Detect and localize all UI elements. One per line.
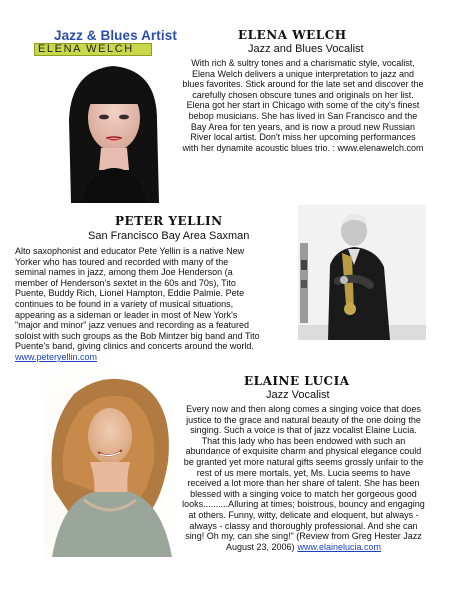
elaine-lucia-link[interactable]: www.elainelucia.com [297,541,382,552]
peter-yellin-photo [298,205,426,340]
artist-logo [34,28,178,58]
artist-bio-elena: With rich & sultry tones and a charismatic style, vocalist, Elena Welch delivers a unique interpretation to jazz and blues favorites. Stick around for the late set and discover the carefully chosen obscure tunes and originals on her list. Elena got her start in Chicago with some of the city's finest bebop musicians. She has lived in San Francisco and the Bay Area for ten years, and is now a proud new Russian River local artist. Don't miss her upcoming performances with her dynamite acoustic blues trio. : www.elenawelch.com [182,58,424,153]
elena-welch-photo [61,60,164,203]
elaine-lucia-photo [44,370,177,557]
artist-subtitle-elena: Jazz and Blues Vocalist [248,43,364,55]
artist-subtitle-elaine: Jazz Vocalist [266,389,330,401]
artist-name-elena: ELENA WELCH [238,28,347,42]
artist-name-peter: PETER YELLIN [115,214,223,228]
artist-name-elaine: ELAINE LUCIA [244,374,350,388]
logo-title: Jazz & Blues Artist [54,28,177,43]
artist-subtitle-peter: San Francisco Bay Area Saxman [88,230,250,242]
peter-yellin-link[interactable]: www.peteryellin.com [15,351,98,362]
artist-bio-peter: Alto saxophonist and educator Pete Yellin is a native New Yorker who has toured and recorded with many of the seminal names in jazz, among them Joe Henderson (a member of Henderson's sextet in the 60s and 70s), Tito Puente, Buddy Rich, Lionel Hampton, Eddie Palmie. Pete continues to be found in a variety of musical situations, appearing as a sideman or leader in most of New York's "major and minor" jazz venues and recording as a featured soloist with such groups as the Bob Mintzer big band and Tito Puente's band, giving clinics and concerts around the world. www.peteryellin.com [15,246,260,362]
logo-subtitle: ELENA WELCH [38,43,134,55]
artist-bio-elaine: Every now and then along comes a singing voice that does justice to the grace and natural beauty of the one doing the singing. Such a voice is that of jazz vocalist Elaine Lucia. That this lady who has been endowed with such an abundance of exquisite charm and physical elegance could be granted yet more natural gifts seems grossly unfair to the rest of us mere mortals, yet, Ms. Lucia seems to have received a lot more than her share of talent. She has been blessed with a singing voice to match her gorgeous good looks..........Alluring at times; boistrous, bouncy and engaging at others. Funny, witty, delicate and eloquent, but always - always - classy and thoroughly professional. And she can sing! Oh my, can she sing!" (Review from Greg Hester Jazz August 23, 2006) www.elainelucia.com [182,404,425,552]
